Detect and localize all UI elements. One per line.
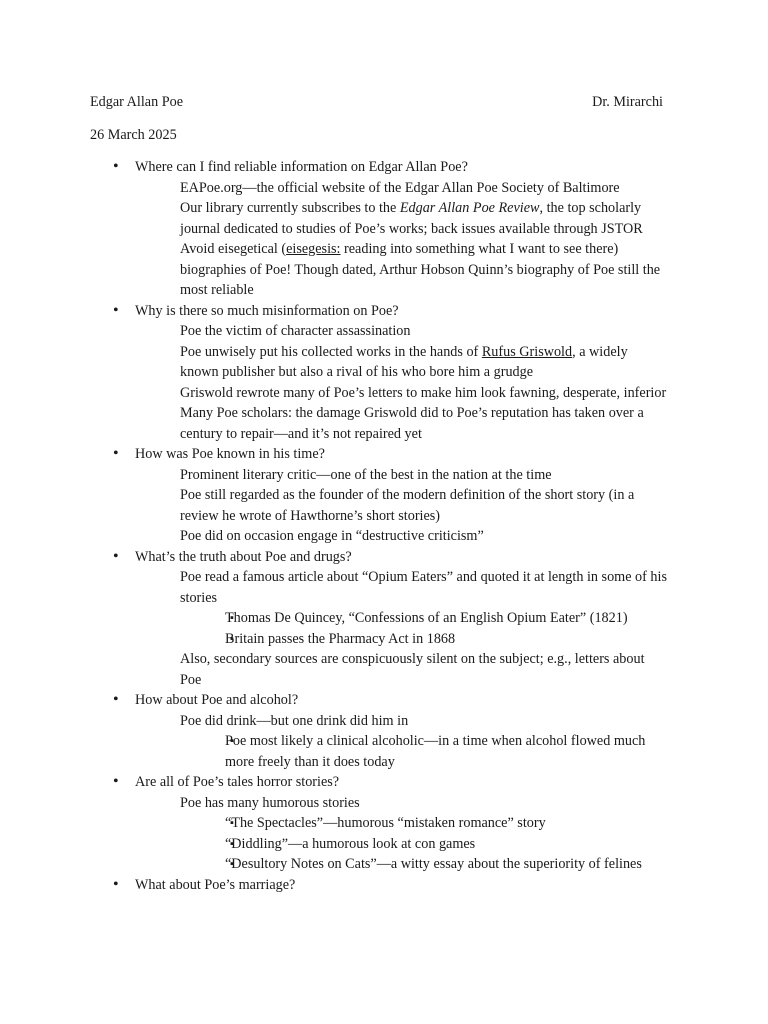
subitem — [90, 629, 668, 650]
subitem-text: ▪ “Diddling”—a humorous look at con games — [225, 835, 476, 852]
topic-note: Poe read a famous article about “Opium Eaters” and quoted it at length in some of his stories — [180, 569, 667, 606]
subitem — [90, 813, 668, 834]
topic-note: Poe the victim of character assassination — [180, 323, 411, 339]
underlined-term: eisegesis: — [286, 241, 341, 257]
instructor-name: Dr. Mirarchi — [592, 94, 663, 110]
topic-item — [90, 444, 668, 547]
topic-note: Our library currently subscribes to the Edgar Allan Poe Review, the top scholarly journal dedicated to studies of Poe’s works; back issues available through JSTOR — [180, 200, 643, 237]
topic-question: • Why is there so much misinformation on Poe? — [135, 301, 668, 322]
topic-note: Poe did drink—but one drink did him in — [180, 712, 409, 729]
topic-item — [90, 301, 668, 445]
subitem — [90, 834, 668, 855]
topic-list — [90, 157, 668, 895]
topic-note: Griswold rewrote many of Poe’s letters to make him look fawning, desperate, inferior — [180, 384, 667, 401]
topic-note: Poe unwisely put his collected works in the hands of Rufus Griswold, a widely known publisher but also a rival of his who bore him a grudge — [180, 343, 628, 380]
subitem — [90, 608, 668, 629]
topic-item — [90, 690, 668, 772]
topic-note: Poe has many humorous stories — [180, 794, 360, 811]
subitem-text: ▪ “Desultory Notes on Cats”—a witty essay about the superiority of felines — [225, 856, 642, 872]
topic-note: Poe still regarded as the founder of the modern definition of the short story (in a review he wrote of Hawthorne’s short stories) — [180, 487, 635, 524]
topic-item — [90, 875, 668, 896]
topic-question: • How was Poe known in his time? — [135, 444, 668, 465]
topic-note: Many Poe scholars: the damage Griswold did to Poe’s reputation has taken over a century to repair—and it’s not repaired yet — [180, 405, 644, 442]
topic-note: Also, secondary sources are conspicuously silent on the subject; e.g., letters about Poe — [180, 651, 645, 688]
header-row — [90, 92, 663, 113]
subitem — [90, 854, 668, 875]
document-date: 26 March 2025 — [90, 126, 177, 143]
topic-question: • What’s the truth about Poe and drugs? — [135, 547, 668, 568]
topic-question: • What about Poe’s marriage? — [135, 875, 668, 896]
topic-question: • How about Poe and alcohol? — [135, 690, 668, 711]
topic-note: Poe did on occasion engage in “destructive criticism” — [180, 528, 484, 544]
subitem-list — [135, 608, 668, 649]
topic-note: EAPoe.org—the official website of the Edgar Allan Poe Society of Baltimore — [180, 179, 620, 196]
subitem-text: ▪ Thomas De Quincey, “Confessions of an English Opium Eater” (1821) — [225, 610, 628, 626]
topic-note: Avoid eisegetical (eisegesis: reading into something what I want to see there) biographies of Poe! Though dated, Arthur Hobson Quinn’s biography of Poe still the most reliable — [180, 241, 661, 298]
topic-question: • Where can I find reliable information on Edgar Allan Poe? — [135, 157, 668, 178]
underlined-term: Rufus Griswold — [481, 343, 573, 360]
topic-note: Prominent literary critic—one of the best in the nation at the time — [180, 466, 552, 483]
topic-item — [90, 547, 668, 691]
subitem-text: ▪ “The Spectacles”—humorous “mistaken romance” story — [225, 815, 546, 831]
topic-item — [90, 772, 668, 875]
topic-item — [90, 157, 668, 301]
document-title: Edgar Allan Poe — [90, 94, 183, 110]
subitem-list — [135, 731, 668, 772]
subitem — [90, 731, 668, 772]
topic-question: • Are all of Poe’s tales horror stories? — [135, 772, 668, 793]
subitem-text: ▪ Britain passes the Pharmacy Act in 1868 — [225, 630, 456, 647]
subitem-text: ▪ Poe most likely a clinical alcoholic—in a time when alcohol flowed much more freely than it does today — [225, 733, 646, 770]
subitem-list — [135, 813, 668, 875]
italic-title: Edgar Allan Poe Review — [399, 200, 540, 216]
